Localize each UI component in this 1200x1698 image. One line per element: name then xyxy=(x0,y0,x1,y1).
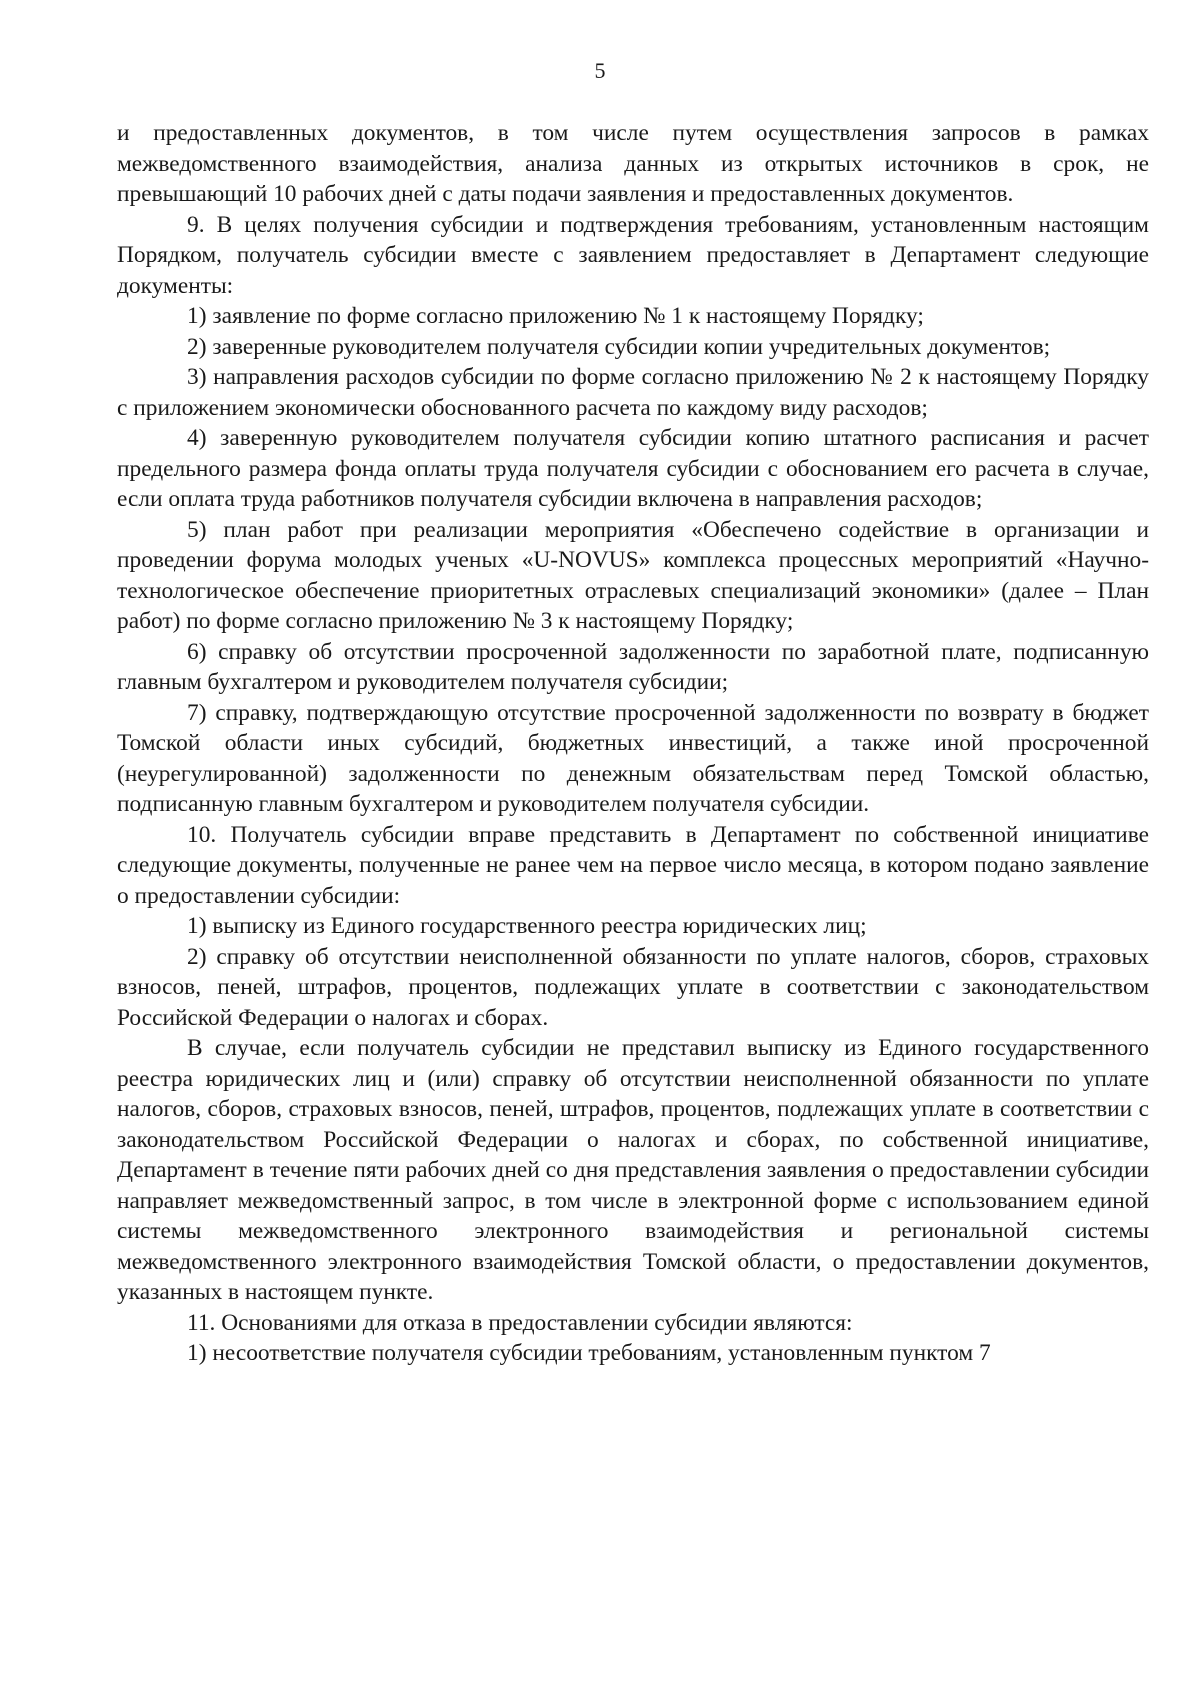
page-number: 5 xyxy=(594,58,606,83)
paragraph-item-9-1: 1) заявление по форме согласно приложению № 1 к настоящему Порядку; xyxy=(187,303,924,329)
paragraph-item-9-6: 6) справку об отсутствии просроченной задолженности по заработной плате, подписанную главным бухгалтером и руководителем получателя субсидии; xyxy=(117,638,1149,695)
paragraph-item-9-7: 7) справку, подтверждающую отсутствие просроченной задолженности по возврату в бюджет Томской области иных субсидий, бюджетных инвестиций, а также иной просроченной (неурегулированной) задолженности по денежным обязательствам перед Томской областью, подписанную главным бухгалтером и руководителем получателя субсидии. xyxy=(117,699,1149,817)
paragraph-item-10-note: В случае, если получатель субсидии не представил выписку из Единого государственного реестра юридических лиц и (или) справку об отсутствии неисполненной обязанности по уплате налогов, сборов, страховых взносов, пеней, штрафов, процентов, подлежащих уплате в соответствии с законодательством Российской Федерации о налогах и сборах, по собственной инициативе, Департамент в течение пяти рабочих дней со дня представления заявления о предоставлении субсидии направляет межведомственный запрос, в том числе в электронной форме с использованием единой системы межведомственного электронного взаимодействия и региональной системы межведомственного электронного взаимодействия Томской области, о предоставлении документов, указанных в настоящем пункте. xyxy=(117,1035,1149,1305)
paragraph-item-9-5: 5) план работ при реализации мероприятия «Обеспечено содействие в организации и проведении форума молодых ученых «U-NOVUS» комплекса процессных мероприятий «Научно-технологическое обеспечение приоритетных отраслевых специализаций экономики» (далее – План работ) по форме согласно приложению № 3 к настоящему Порядку; xyxy=(117,516,1149,634)
paragraph-item-9-4: 4) заверенную руководителем получателя субсидии копию штатного расписания и расчет предельного размера фонда оплаты труда получателя субсидии с обоснованием его расчета в случае, если оплата труда работников получателя субсидии включена в направления расходов; xyxy=(117,425,1149,512)
paragraph-item-11: 11. Основаниями для отказа в предоставлении субсидии являются: xyxy=(187,1309,853,1336)
paragraph-item-9-2: 2) заверенные руководителем получателя субсидии копии учредительных документов; xyxy=(187,333,1051,360)
paragraph-item-9: 9. В целях получения субсидии и подтверждения требованиям, установленным настоящим Порядком, получатель субсидии вместе с заявлением предоставляет в Департамент следующие документы: xyxy=(117,211,1149,299)
paragraph-item-10-1: 1) выписку из Единого государственного реестра юридических лиц; xyxy=(187,913,867,939)
paragraph-item-9-3: 3) направления расходов субсидии по форме согласно приложению № 2 к настоящему Порядку с приложением экономически обоснованного расчета по каждому виду расходов; xyxy=(117,364,1149,421)
paragraph-continuation: и предоставленных документов, в том числе путем осуществления запросов в рамках межведомственного взаимодействия, анализа данных из открытых источников в срок, не превышающий 10 рабочих дней с даты подачи заявления и предоставленных документов. xyxy=(117,120,1149,207)
document-body xyxy=(117,118,1149,1369)
paragraph-item-10: 10. Получатель субсидии вправе представить в Департамент по собственной инициативе следующие документы, полученные не ранее чем на первое число месяца, в котором подано заявление о предоставлении субсидии: xyxy=(117,821,1149,909)
paragraph-item-10-2: 2) справку об отсутствии неисполненной обязанности по уплате налогов, сборов, страховых взносов, пеней, штрафов, процентов, подлежащих уплате в соответствии с законодательством Российской Федерации о налогах и сборах. xyxy=(117,943,1149,1031)
paragraph-item-11-1: 1) несоответствие получателя субсидии требованиям, установленным пунктом 7 xyxy=(187,1340,991,1366)
